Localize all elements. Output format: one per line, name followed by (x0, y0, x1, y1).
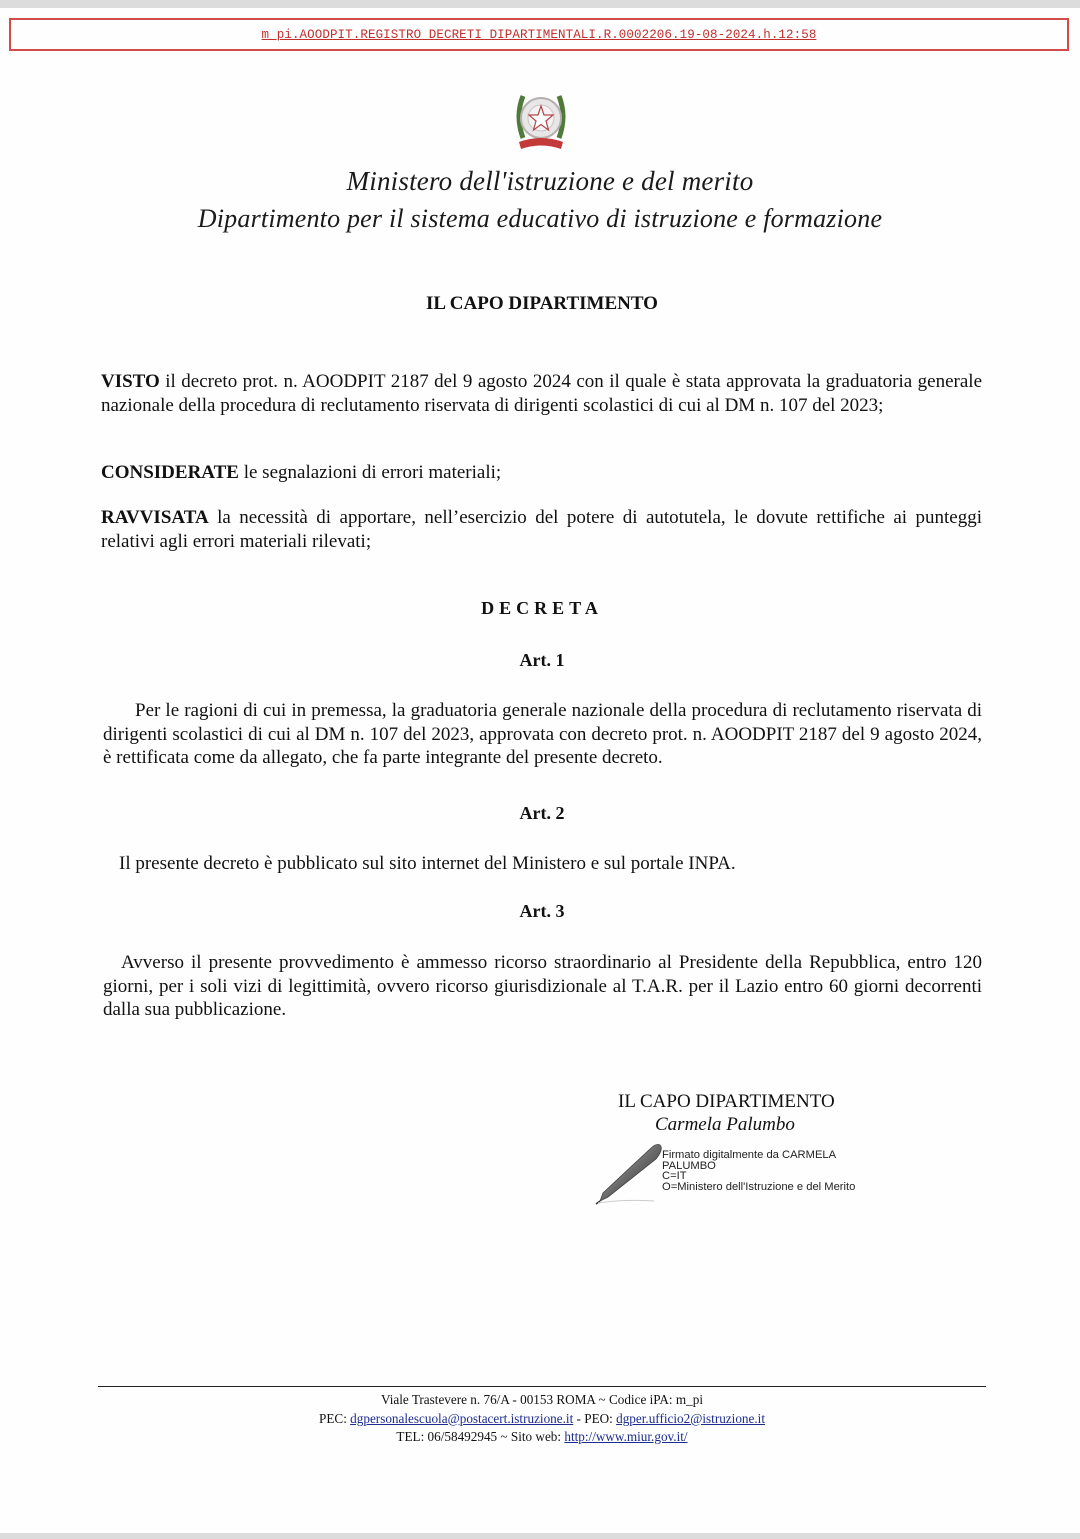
pec-label: PEC: (319, 1410, 351, 1426)
tel-label: TEL: 06/58492945 ~ Sito web: (396, 1429, 565, 1444)
footer-contacts (98, 1410, 986, 1429)
website-link[interactable]: http://www.miur.gov.it/ (564, 1429, 688, 1444)
footer-tel-web (98, 1428, 986, 1447)
article-3-heading: Art. 3 (519, 901, 565, 921)
viewer-bottom-bar (0, 1533, 1080, 1539)
signer-name: Carmela Palumbo (655, 1114, 795, 1135)
footer-divider (98, 1386, 986, 1387)
peo-label: - PEO: (573, 1410, 617, 1426)
preamble-ravvisata (101, 506, 982, 553)
preamble-text: le segnalazioni di errori materiali; (238, 462, 502, 483)
signature-block (618, 1090, 835, 1136)
preamble-text: il decreto prot. n. AOODPIT 2187 del 9 agosto 2024 con il quale è stata approvata la graduatoria generale nazionale della procedura di reclutamento riservata di dirigenti scolastici di cui al DM n. 107 del 2023; (101, 371, 982, 416)
viewer-top-bar (0, 0, 1080, 8)
preamble-text: la necessità di apportare, nell’esercizio del potere di autotutela, le dovute rettifiche ai punteggi relativi agli errori materiali rilevati; (101, 507, 982, 552)
document-title: IL CAPO DIPARTIMENTO (426, 293, 658, 314)
article-2-heading: Art. 2 (519, 803, 565, 823)
article-3-text: Avverso il presente provvedimento è ammesso ricorso straordinario al Presidente della Repubblica, entro 120 giorni, per i soli vizi di legittimità, ovvero ricorso giurisdizionale al T.A.R. per il Lazio entro 60 giorni decorrenti dalla sua pubblicazione. (103, 952, 982, 1020)
digital-signature-info (662, 1150, 855, 1192)
protocol-stamp-text: m_pi.AOODPIT.REGISTRO DECRETI DIPARTIMENTALI.R.0002206.19-08-2024.h.12:58 (261, 27, 817, 42)
footer (98, 1391, 986, 1447)
preamble-visto (101, 370, 982, 417)
signer-role: IL CAPO DIPARTIMENTO (618, 1091, 835, 1112)
digsig-line: C=IT (662, 1170, 687, 1182)
decreta-heading: DECRETA (481, 598, 603, 618)
peo-email-link[interactable]: dgper.ufficio2@istruzione.it (616, 1410, 765, 1426)
preamble-keyword: VISTO (101, 371, 160, 392)
department-name: Dipartimento per il sistema educativo di istruzione e formazione (197, 204, 883, 233)
protocol-stamp (9, 18, 1069, 51)
preamble-keyword: CONSIDERATE (101, 462, 239, 483)
article-2-text: Il presente decreto è pubblicato sul sito internet del Ministero e sul portale INPA. (119, 853, 736, 874)
italian-republic-emblem-icon (511, 86, 571, 156)
footer-address: Viale Trastevere n. 76/A - 00153 ROMA ~ Codice iPA: m_pi (381, 1392, 703, 1407)
pec-email-link[interactable]: dgpersonalescuola@postacert.istruzione.it (350, 1410, 574, 1426)
article-1-heading: Art. 1 (519, 650, 565, 670)
digsig-line: O=Ministero dell'Istruzione e del Merito (662, 1180, 856, 1193)
digital-signature-pen-icon (594, 1143, 664, 1205)
digsig-line: Firmato digitalmente da CARMELA (662, 1149, 837, 1161)
article-1-text: Per le ragioni di cui in premessa, la graduatoria generale nazionale della procedura di reclutamento riservata di dirigenti scolastici di cui al DM n. 107 del 2023, approvata con decreto prot. n. AOODPIT 2187 del 9 agosto 2024, è rettificata come da allegato, che fa parte integrante del presente decreto. (103, 700, 982, 768)
preamble-considerate (101, 461, 982, 485)
ministry-name: Ministero dell'istruzione e del merito (346, 166, 754, 196)
digsig-line: PALUMBO (662, 1159, 716, 1172)
preamble-keyword: RAVVISATA (101, 507, 209, 528)
